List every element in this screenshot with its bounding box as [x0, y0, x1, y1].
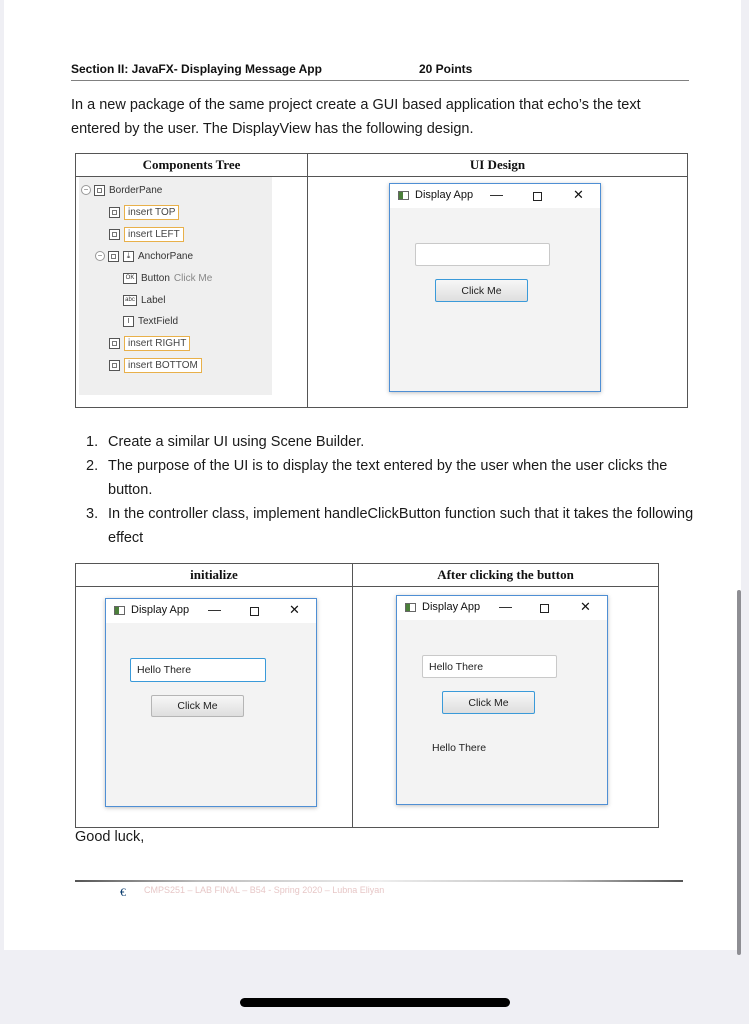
tree-node-label: insert LEFT: [124, 227, 184, 242]
textfield-icon: I: [123, 316, 134, 327]
list-text: In the controller class, implement handleClickButton function such that it takes the following effect: [108, 506, 694, 546]
tree-node-label: BorderPane: [109, 184, 163, 196]
window-title: Display App: [415, 189, 474, 201]
border-pane-icon: [94, 185, 105, 196]
window-titlebar: [397, 596, 607, 620]
click-me-button[interactable]: Click Me: [435, 279, 528, 302]
window-titlebar: [390, 184, 600, 208]
text-field[interactable]: Hello There: [422, 655, 557, 678]
list-item: [86, 430, 696, 454]
anchor-icon: ⤓: [123, 251, 134, 262]
tree-node-label: insert RIGHT: [124, 336, 190, 351]
footer-text: CMPS251 – LAB FINAL – B54 - Spring 2020 – Lubna Eliyan: [144, 885, 385, 895]
text-field[interactable]: Hello There: [130, 658, 266, 682]
list-number: 1.: [86, 434, 99, 450]
output-label: Hello There: [432, 742, 487, 754]
scrollbar[interactable]: [737, 590, 741, 955]
click-me-button[interactable]: Click Me: [442, 691, 535, 714]
maximize-icon[interactable]: [250, 607, 259, 616]
label-icon: abc: [123, 295, 137, 306]
section-header: [71, 61, 689, 81]
app-icon: [405, 603, 416, 612]
collapse-icon[interactable]: −: [95, 251, 105, 261]
header-components-tree: Components Tree: [76, 154, 308, 177]
minimize-icon[interactable]: —: [208, 602, 221, 617]
tree-node-label: AnchorPane: [138, 250, 194, 262]
tree-node-insert-bottom[interactable]: [109, 356, 202, 374]
section-title: Section II: JavaFX- Displaying Message App: [71, 62, 322, 76]
home-indicator[interactable]: [240, 998, 510, 1007]
text-field[interactable]: [415, 243, 550, 266]
tree-node-button[interactable]: [123, 269, 212, 287]
minimize-icon[interactable]: —: [490, 187, 503, 202]
tree-node-insert-top[interactable]: [109, 203, 179, 221]
footer-mark: €: [120, 885, 126, 899]
intro-paragraph: In a new package of the same project create a GUI based application that echo’s the text entered by the user. The DisplayView has the following design.: [71, 97, 641, 137]
ok-icon: OK: [123, 273, 137, 284]
tree-node-label: insert BOTTOM: [124, 358, 202, 373]
components-tree: [79, 177, 272, 395]
maximize-icon[interactable]: [540, 604, 549, 613]
tree-node-textfield[interactable]: [123, 312, 178, 330]
frame-icon: [109, 229, 120, 240]
close-icon[interactable]: ✕: [580, 599, 591, 614]
tree-node-anchorpane[interactable]: [95, 247, 193, 265]
tree-node-label: Button: [141, 272, 170, 284]
frame-icon: [109, 360, 120, 371]
window-titlebar: [106, 599, 316, 623]
initial-window: [105, 598, 317, 807]
frame-icon: [108, 251, 119, 262]
frame-icon: [109, 338, 120, 349]
tree-node-label: TextField: [138, 315, 179, 327]
tree-node-borderpane[interactable]: [81, 181, 162, 199]
frame-icon: [109, 207, 120, 218]
close-icon[interactable]: ✕: [573, 187, 584, 202]
design-window: [389, 183, 601, 392]
click-me-button[interactable]: Click Me: [151, 695, 244, 717]
app-icon: [114, 606, 125, 615]
tree-node-label: Label: [141, 294, 166, 306]
maximize-icon[interactable]: [533, 192, 542, 201]
header-ui-design: UI Design: [308, 154, 688, 177]
list-item: [86, 454, 696, 502]
tree-node-extra: Click Me: [173, 272, 213, 284]
list-number: 3.: [86, 506, 99, 522]
app-icon: [398, 191, 409, 200]
section-points: 20 Points: [419, 62, 473, 76]
header-initialize: initialize: [76, 564, 353, 587]
collapse-icon[interactable]: −: [81, 185, 91, 195]
tree-node-label: insert TOP: [124, 205, 179, 220]
close-icon[interactable]: ✕: [289, 602, 300, 617]
window-title: Display App: [131, 604, 190, 616]
minimize-icon[interactable]: —: [499, 599, 512, 614]
list-number: 2.: [86, 458, 99, 474]
tree-node-label-control[interactable]: [123, 291, 165, 309]
window-title: Display App: [422, 601, 481, 613]
list-text: Create a similar UI using Scene Builder.: [108, 434, 365, 450]
after-click-window: [396, 595, 608, 805]
steps-list: [86, 430, 696, 550]
footer-divider: [75, 880, 683, 882]
closing-text: Good luck,: [75, 829, 145, 845]
header-after-click: After clicking the button: [353, 564, 659, 587]
tree-node-insert-right[interactable]: [109, 334, 190, 352]
list-text: The purpose of the UI is to display the text entered by the user when the user clicks the button.: [108, 458, 668, 498]
tree-node-insert-left[interactable]: [109, 225, 184, 243]
list-item: [86, 502, 696, 550]
